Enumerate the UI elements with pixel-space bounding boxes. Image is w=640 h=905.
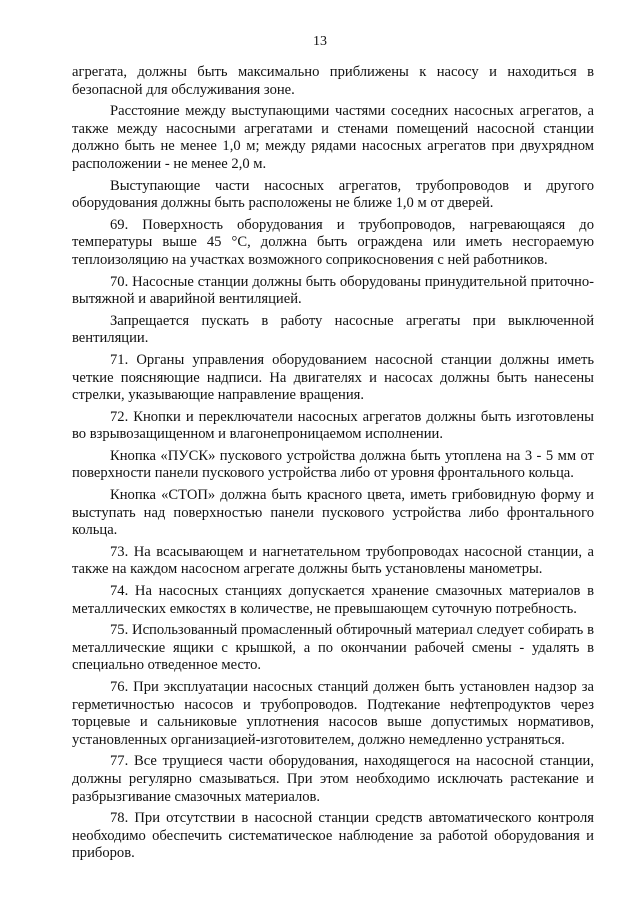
paragraph: Расстояние между выступающими частями соседних насосных агрегатов, а также между насосными агрегатами и стенами помещений насосной станции должно быть не менее 1,0 м; между рядами насосных агрегатов при двухрядном расположении - не менее 2,0 м. bbox=[72, 103, 594, 172]
paragraph-continuation: агрегата, должны быть максимально приближены к насосу и находиться в безопасной для обслуживания зоне. bbox=[72, 64, 594, 98]
paragraph: Выступающие части насосных агрегатов, трубопроводов и другого оборудования должны быть расположены не ближе 1,0 м от дверей. bbox=[72, 177, 594, 212]
paragraph: 77. Все трущиеся части оборудования, находящегося на насосной станции, должны регулярно смазываться. При этом необходимо исключать растекание и разбрызгивание смазочных материалов. bbox=[72, 753, 594, 805]
paragraph: 78. При отсутствии в насосной станции средств автоматического контроля необходимо обеспечить систематическое наблюдение за работой оборудования и приборов. bbox=[72, 810, 594, 862]
paragraph: Запрещается пускать в работу насосные агрегаты при выключенной вентиляции. bbox=[72, 312, 594, 347]
paragraph: 72. Кнопки и переключатели насосных агрегатов должны быть изготовлены во взрывозащищенном и влагонепроницаемом исполнении. bbox=[72, 408, 594, 443]
paragraph: 74. На насосных станциях допускается хранение смазочных материалов в металлических емкостях в количестве, не превышающем суточную потребность. bbox=[72, 583, 594, 617]
paragraph: 73. На всасывающем и нагнетательном трубопроводах насосной станции, а также на каждом насосном агрегате должны быть установлены манометры. bbox=[72, 543, 594, 578]
paragraph: 71. Органы управления оборудованием насосной станции должны иметь четкие поясняющие надписи. На двигателях и насосах должны быть нанесены стрелки, указывающие направление вращения. bbox=[72, 351, 594, 404]
paragraph: 76. При эксплуатации насосных станций должен быть установлен надзор за герметичностью насосов и трубопроводов. Подтекание нефтепродуктов через торцевые и сальниковые уплотнения насосов выше допустимых нормативов, установленных организацией-изготовителем, должно немедленно устраняться. bbox=[72, 679, 594, 748]
page-number: 13 bbox=[313, 34, 327, 49]
document-body bbox=[72, 64, 594, 867]
paragraph: Кнопка «СТОП» должна быть красного цвета, иметь грибовидную форму и выступать над поверхностью панели пускового устройства либо фронтального кольца. bbox=[72, 487, 594, 539]
paragraph: 70. Насосные станции должны быть оборудованы принудительной приточно-вытяжной и аварийной вентиляцией. bbox=[72, 273, 594, 308]
paragraph: 69. Поверхность оборудования и трубопроводов, нагревающаяся до температуры выше 45 °С, должна быть ограждена или иметь несгораемую теплоизоляцию на участках возможного соприкосновения с ней работников. bbox=[72, 216, 594, 268]
paragraph: 75. Использованный промасленный обтирочный материал следует собирать в металлические ящики с крышкой, а по окончании рабочей смены - удалять в специально отведенное место. bbox=[72, 622, 594, 674]
paragraph: Кнопка «ПУСК» пускового устройства должна быть утоплена на 3 - 5 мм от поверхности панели пускового устройства либо от уровня фронтального кольца. bbox=[72, 447, 594, 482]
